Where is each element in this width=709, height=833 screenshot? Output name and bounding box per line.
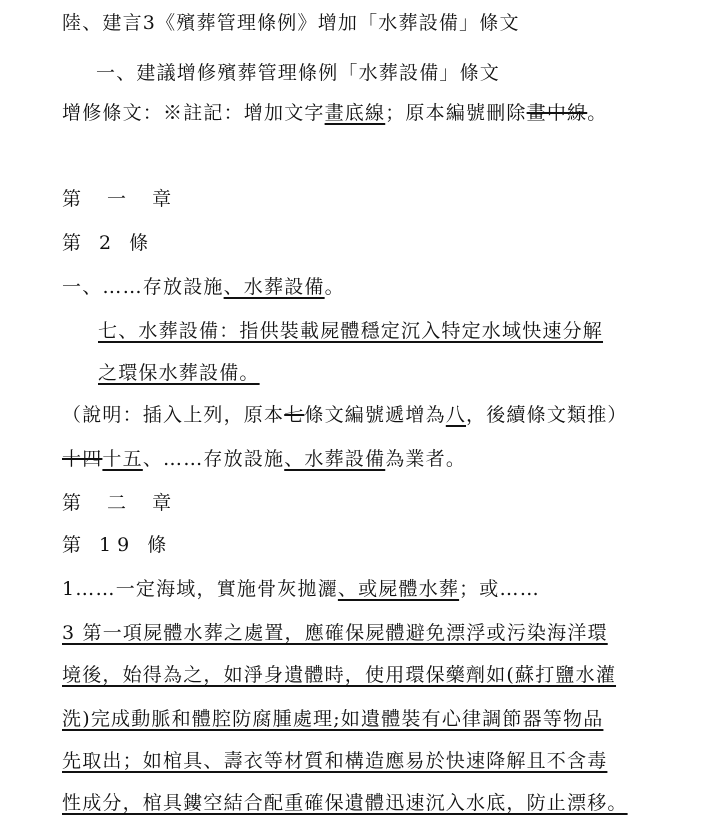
item-end: 。	[324, 276, 345, 298]
article-2-item-15	[62, 446, 466, 472]
item-text: 、……存放設施	[142, 448, 285, 470]
explanation-suffix: ，後續條文類推）	[466, 404, 628, 426]
explanation-note	[62, 402, 628, 428]
item-text: 1……一定海域，實施骨灰拋灑	[62, 578, 338, 600]
added-text: 境後，始得為之，如淨身遺體時，使用環保藥劑如(蘇打鹽水灌	[62, 664, 617, 686]
article-2-heading: 第 2 條	[62, 232, 155, 254]
item-end: 為業者。	[385, 448, 467, 470]
struck-text: 十四	[62, 448, 103, 470]
note-prefix: 增修條文：※註記：增加文字	[62, 102, 325, 124]
added-text: 洗)完成動脈和體腔防腐腫處理;如遺體裝有心律調節器等物品	[62, 708, 604, 730]
explanation-prefix: （說明：插入上列，原本	[62, 404, 285, 426]
article-19-item-3-line-4	[62, 748, 607, 774]
article-19-item-3-line-2	[62, 662, 616, 688]
item-text: 一、……存放設施	[62, 276, 224, 298]
explanation-middle: 條文編號遞增為	[304, 404, 446, 426]
article-2-item-1	[62, 274, 345, 300]
article-19-item-1	[62, 576, 540, 602]
added-text: 3 第一項屍體水葬之處置，應確保屍體避免漂浮或污染海洋環	[62, 622, 608, 644]
article-19-item-3-line-1	[62, 620, 608, 646]
struck-text: 七	[284, 404, 305, 426]
section-heading: 陸、建言3《殯葬管理條例》增加「水葬設備」條文	[62, 12, 520, 34]
article-19-item-3-line-3	[62, 706, 603, 732]
added-text: 、水葬設備	[223, 276, 325, 298]
markup-note	[62, 100, 607, 126]
note-underline-example: 畫底線	[324, 102, 386, 124]
chapter-1-heading: 第 一 章	[62, 188, 182, 210]
item-end: ；或……	[459, 578, 540, 600]
added-text: 先取出；如棺具、壽衣等材質和構造應易於快速降解且不含毒	[62, 750, 608, 772]
added-text: 之環保水葬設備。	[98, 362, 260, 384]
added-text: 性成分，棺具鏤空結合配重確保遺體迅速沉入水底，防止漂移。	[62, 792, 628, 814]
article-2-item-7-line-1	[98, 318, 603, 344]
article-19-item-3-line-5	[62, 790, 628, 816]
note-middle: ；原本編號刪除	[385, 102, 527, 124]
added-text: 八	[445, 404, 467, 426]
added-text: 、水葬設備	[284, 448, 386, 470]
article-2-item-7-line-2	[98, 360, 260, 386]
added-text: 七、水葬設備：指供裝載屍體穩定沉入特定水域快速分解	[98, 320, 604, 342]
chapter-2-heading: 第 二 章	[62, 492, 182, 514]
note-suffix: 。	[587, 102, 608, 124]
added-text: 、或屍體水葬	[337, 578, 460, 600]
note-strike-example: 畫中線	[526, 102, 588, 124]
added-text: 十五	[102, 448, 143, 470]
article-19-heading: 第 19 條	[62, 534, 173, 556]
section-subheading: 一、建議增修殯葬管理條例「水葬設備」條文	[96, 62, 501, 84]
